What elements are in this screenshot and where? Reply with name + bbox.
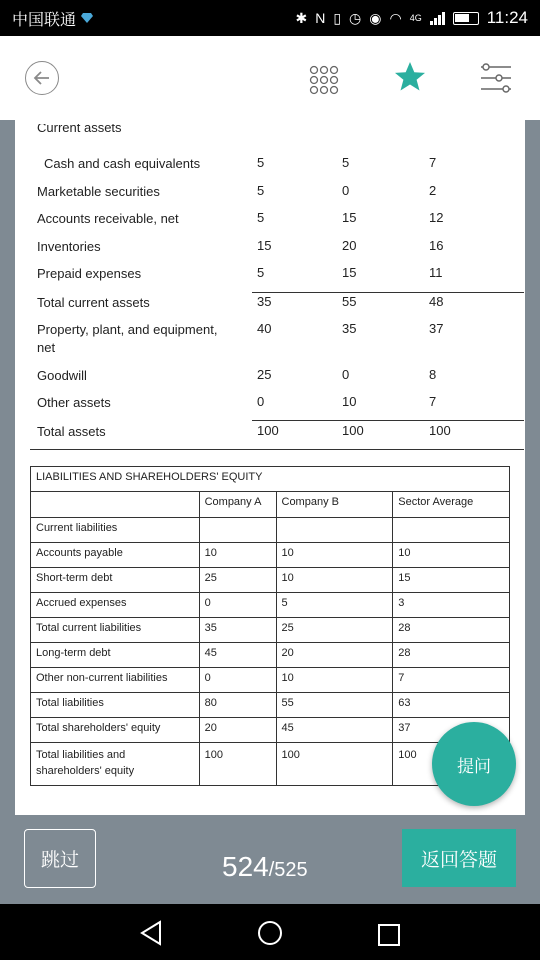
battery-icon	[453, 12, 479, 25]
header-cell: Sector Average	[393, 492, 510, 518]
skip-button[interactable]	[24, 829, 96, 888]
cell: 20	[199, 718, 276, 743]
bluetooth-icon: ✱	[295, 9, 308, 26]
table-header	[31, 492, 510, 518]
network-type: 4G	[409, 13, 422, 23]
cell: 100	[199, 743, 276, 786]
table-row	[31, 643, 510, 668]
skip-label: 跳过	[40, 850, 79, 871]
table-row	[31, 593, 510, 618]
cell: 63	[393, 693, 510, 718]
row-label: Accounts payable	[31, 543, 200, 568]
cell: 37	[393, 718, 510, 743]
cell: 45	[199, 643, 276, 668]
row-label: Total liabilities	[31, 693, 200, 718]
cell: 0	[199, 668, 276, 693]
table-row	[31, 718, 510, 743]
cell: 5	[276, 593, 393, 618]
cell: 3	[393, 593, 510, 618]
status-bar	[0, 0, 540, 36]
row-label: Other non-current liabilities	[31, 668, 200, 693]
table-row	[31, 518, 510, 543]
top-toolbar	[0, 36, 540, 120]
cell: 0	[199, 593, 276, 618]
header-cell	[31, 492, 200, 518]
row-label: Accrued expenses	[31, 593, 200, 618]
eye-icon: ◉	[369, 9, 382, 26]
nfc-icon: N	[315, 10, 326, 26]
divider	[252, 292, 524, 293]
wifi-icon: ◠	[389, 9, 402, 26]
liabilities-table	[30, 466, 510, 786]
question-content[interactable]: Current assets Cash and cash equivalents 5 5 7 Marketable securities 5 0 2 Accounts receivable, net 5 15 12 Inventories 15 20 16 Prepaid expenses 5 15 11 Total current assets 35 55 48 Property, plant, and equipment, net 40 35 37 Goodwill 25 0 8 Other assets 0 10 7 Total assets 100 100 100 LIABILITIES AND SHAREHOLDERS' EQUITY Company A Company B Sector Average Current liabilities Accounts payable 10 10 10 Short-term debt 25 10 15 Accrued expenses 0 5 3 Total current liabilities 35 25 28 Long-term debt 45 20 28 Other non-current liabilities 0 10 7 Total liabilities 80 55 63 Total shareholders' equity 20 45 37 Total liabilities and shareholders' equity 100 100 100	[15, 120, 525, 815]
cell: 35	[199, 618, 276, 643]
assets-section-title: Current assets	[37, 124, 122, 135]
cell: 100	[393, 743, 510, 786]
row-label: Current liabilities	[31, 518, 200, 543]
cell: 28	[393, 643, 510, 668]
row-label: Long-term debt	[31, 643, 200, 668]
back-arrow-icon	[32, 68, 52, 88]
cell: 10	[276, 568, 393, 593]
row-label: Short-term debt	[31, 568, 200, 593]
bottom-bar	[0, 815, 540, 904]
filter-icon[interactable]	[480, 62, 512, 94]
cell: 20	[276, 643, 393, 668]
status-time: 11:24	[486, 8, 528, 27]
cell	[199, 518, 276, 543]
liabilities-title: LIABILITIES AND SHAREHOLDERS' EQUITY	[31, 467, 510, 492]
cell: 80	[199, 693, 276, 718]
cell	[393, 518, 510, 543]
carrier-name: 中国联通	[12, 11, 77, 29]
divider	[30, 449, 524, 450]
vibrate-icon: ▯	[333, 9, 342, 26]
cell: 45	[276, 718, 393, 743]
alarm-icon: ◷	[349, 9, 362, 26]
row-label: Total shareholders' equity	[31, 718, 200, 743]
table-row	[31, 618, 510, 643]
table-row	[31, 668, 510, 693]
star-icon[interactable]	[393, 60, 427, 94]
back-button[interactable]	[25, 61, 59, 95]
page-counter	[222, 851, 308, 883]
cell	[276, 518, 393, 543]
ask-question-label: 提问	[457, 756, 491, 776]
cell: 28	[393, 618, 510, 643]
row-label: Total liabilities and shareholders' equity	[31, 743, 200, 786]
signal-icon	[430, 11, 445, 25]
row-label: Total current liabilities	[31, 618, 200, 643]
divider	[252, 420, 524, 421]
cell: 55	[276, 693, 393, 718]
cell: 10	[276, 543, 393, 568]
system-nav-bar	[0, 904, 540, 960]
status-icons	[295, 8, 528, 28]
cell: 15	[393, 568, 510, 593]
total-pages: /525	[268, 859, 308, 881]
cell: 7	[393, 668, 510, 693]
cell: 100	[276, 743, 393, 786]
cell: 10	[199, 543, 276, 568]
grid-icon[interactable]	[309, 65, 339, 95]
header-cell: Company B	[276, 492, 393, 518]
return-to-answer-button[interactable]	[402, 829, 516, 887]
cell: 25	[276, 618, 393, 643]
header-cell: Company A	[199, 492, 276, 518]
cell: 25	[199, 568, 276, 593]
cell: 10	[393, 543, 510, 568]
nav-home-icon[interactable]	[257, 920, 283, 946]
table-row	[31, 568, 510, 593]
nav-recent-icon[interactable]	[378, 924, 400, 946]
cell: 10	[276, 668, 393, 693]
ask-question-button[interactable]	[432, 722, 516, 806]
carrier-diamond-icon	[80, 12, 94, 24]
table-row	[31, 543, 510, 568]
table-row	[31, 693, 510, 718]
return-label: 返回答题	[420, 849, 497, 871]
current-page: 524	[222, 851, 269, 882]
nav-back-icon[interactable]	[139, 920, 163, 946]
carrier	[12, 7, 94, 30]
